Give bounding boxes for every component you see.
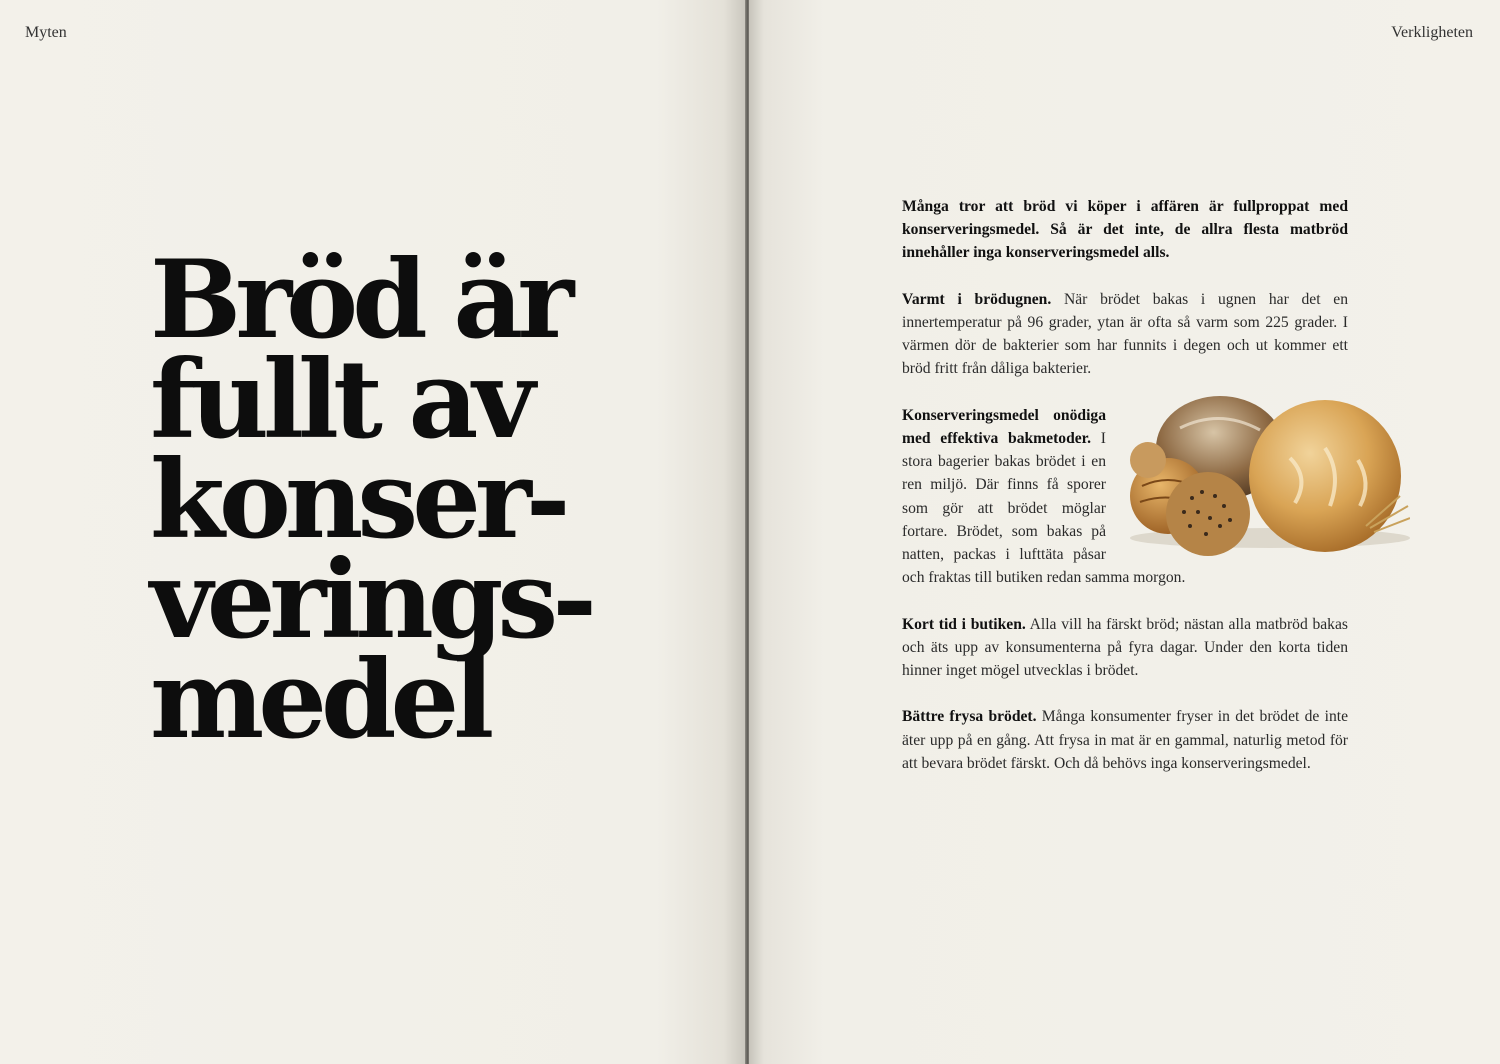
- headline-line: medel: [150, 637, 489, 763]
- bread-assortment-photo: [1120, 388, 1410, 556]
- section-heading: Kort tid i butiken.: [902, 615, 1026, 633]
- article-section: [902, 404, 1348, 590]
- running-head-right: Verkligheten: [1391, 24, 1473, 41]
- headline: [150, 237, 670, 763]
- running-head-left: Myten: [25, 24, 67, 41]
- section-heading: Konserveringsmedel onödiga med effektiva bakmetoder.: [902, 406, 1106, 447]
- section-heading: Bättre frysa brödet.: [902, 708, 1037, 726]
- headline-line: Bröd är: [150, 237, 569, 363]
- article-body: [902, 195, 1348, 798]
- headline-line: fullt av: [150, 337, 530, 463]
- section-body: När brödet bakas i ugnen har det en innertemperatur på 96 grader, ytan är ofta så varm som 225 grader. I värmen dör de bakterier som har funnits i degen och ut kommer ett bröd fritt från dåliga bakterier.: [902, 290, 1349, 378]
- section-body: I stora bagerier bakas brödet i en ren miljö. Där finns få sporer som gör att brödet möglar fortare. Brödet, som bakas på natten, packas i lufttäta påsar och fraktas till butiken redan samma morgon.: [902, 430, 1186, 587]
- article-intro: Många tror att bröd vi köper i affären är fullproppat med konserveringsmedel. Så är det inte, de allra flesta matbröd innehåller inga konserveringsmedel alls.: [902, 198, 1348, 262]
- article-section: [902, 613, 1348, 683]
- section-body: Många konsumenter fryser in det brödet de inte äter upp på en gång. Att frysa in mat är en gammal, naturlig metod för att bevara brödet färskt. Och då behövs inga konserveringsmedel.: [902, 708, 1348, 772]
- section-body: Alla vill ha färskt bröd; nästan alla matbröd bakas och äts upp av konsumenterna på fyra dagar. Under den korta tiden hinner inget mögel utvecklas i brödet.: [902, 615, 1348, 680]
- headline-line: verings-: [150, 537, 592, 663]
- headline-line: konser-: [150, 437, 565, 563]
- article-section: [902, 288, 1348, 381]
- article-section: [902, 705, 1348, 775]
- left-page: [0, 0, 746, 1064]
- section-heading: Varmt i brödugnen.: [902, 290, 1052, 308]
